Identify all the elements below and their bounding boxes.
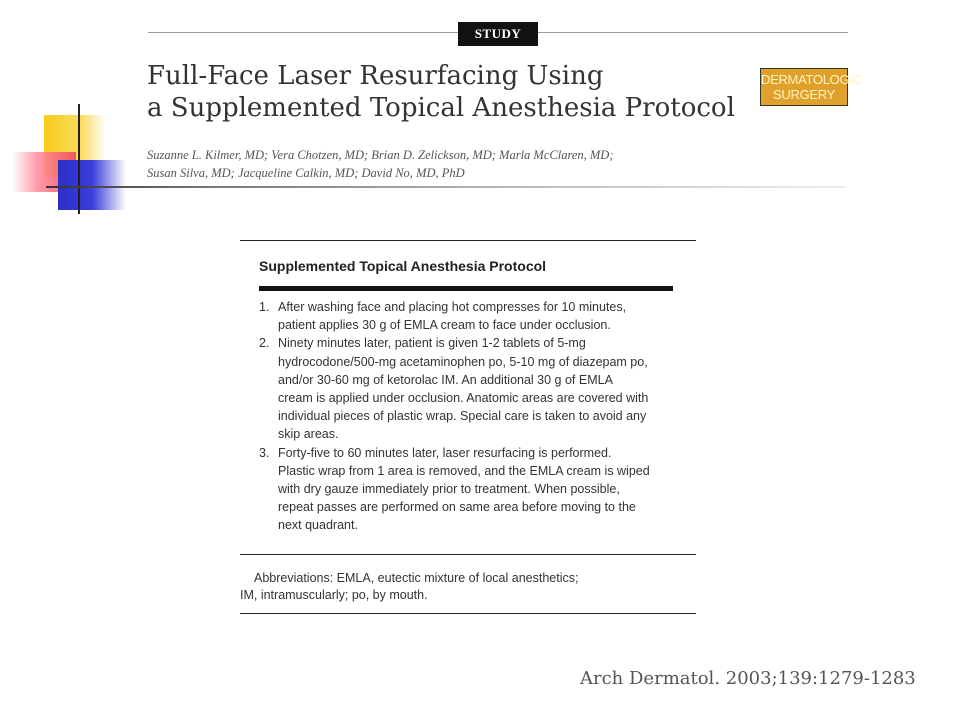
article-title-line: a Supplemented Topical Anesthesia Protocol: [147, 93, 735, 123]
step-text-line: cream is applied under occlusion. Anatomic areas are covered with: [278, 391, 649, 406]
logo-line: SURGERY: [773, 87, 835, 102]
author-line: Suzanne L. Kilmer, MD; Vera Chotzen, MD; Brian D. Zelickson, MD; Marla McClaren, MD;: [147, 148, 614, 162]
decorative-horizontal-line: [46, 186, 846, 188]
step-text-line: skip areas.: [278, 427, 339, 442]
step-text-line: Ninety minutes later, patient is given 1-2 tablets of 5-mg: [278, 336, 586, 351]
step-text-line: repeat passes are performed on same area before moving to the: [278, 500, 636, 515]
decorative-blue-square: [58, 160, 126, 210]
step-number: 3.: [259, 445, 270, 460]
step-number: 1.: [259, 300, 270, 314]
table-bottom-rule: [240, 613, 696, 614]
step-text-line: individual pieces of plastic wrap. Special care is taken to avoid any: [278, 409, 647, 424]
author-line: Susan Silva, MD; Jacqueline Calkin, MD; David No, MD, PhD: [147, 166, 465, 180]
footnote-line: Abbreviations: EMLA, eutectic mixture of local anesthetics;: [254, 571, 579, 585]
table-footer-rule: [240, 554, 696, 555]
protocol-step: [259, 334, 679, 443]
protocol-table: [240, 240, 696, 614]
author-list: [147, 146, 707, 182]
table-title: Supplemented Topical Anesthesia Protocol: [259, 258, 547, 274]
step-text-line: next quadrant.: [278, 518, 358, 533]
abbreviations-footnote: [240, 570, 696, 603]
study-tag: STUDY: [458, 22, 538, 46]
protocol-step: [259, 298, 679, 334]
protocol-steps: [259, 298, 679, 535]
decorative-vertical-line: [78, 104, 80, 214]
table-top-rule: [240, 240, 696, 241]
article-title: [147, 60, 735, 124]
step-text-line: After washing face and placing hot compresses for 10 minutes,: [278, 300, 627, 314]
table-heading-rule: [259, 286, 673, 291]
step-number: 2.: [259, 336, 270, 351]
protocol-step: [259, 444, 679, 535]
step-text-line: Forty-five to 60 minutes later, laser resurfacing is performed.: [278, 445, 612, 460]
journal-citation: Arch Dermatol. 2003;139:1279-1283: [580, 668, 916, 689]
step-text-line: patient applies 30 g of EMLA cream to face under occlusion.: [278, 318, 611, 333]
step-text-line: Plastic wrap from 1 area is removed, and the EMLA cream is wiped: [278, 463, 650, 478]
step-text-line: and/or 30-60 mg of ketorolac IM. An additional 30 g of EMLA: [278, 372, 613, 387]
step-text-line: hydrocodone/500-mg acetaminophen po, 5-10 mg of diazepam po,: [278, 354, 648, 369]
logo-line: DERMATOLOGIC: [761, 72, 862, 87]
footnote-line: IM, intramuscularly; po, by mouth.: [240, 587, 428, 602]
article-title-line: Full-Face Laser Resurfacing Using: [147, 61, 604, 91]
step-text-line: with dry gauze immediately prior to treatment. When possible,: [278, 482, 620, 497]
dermatologic-surgery-logo: [760, 68, 862, 106]
